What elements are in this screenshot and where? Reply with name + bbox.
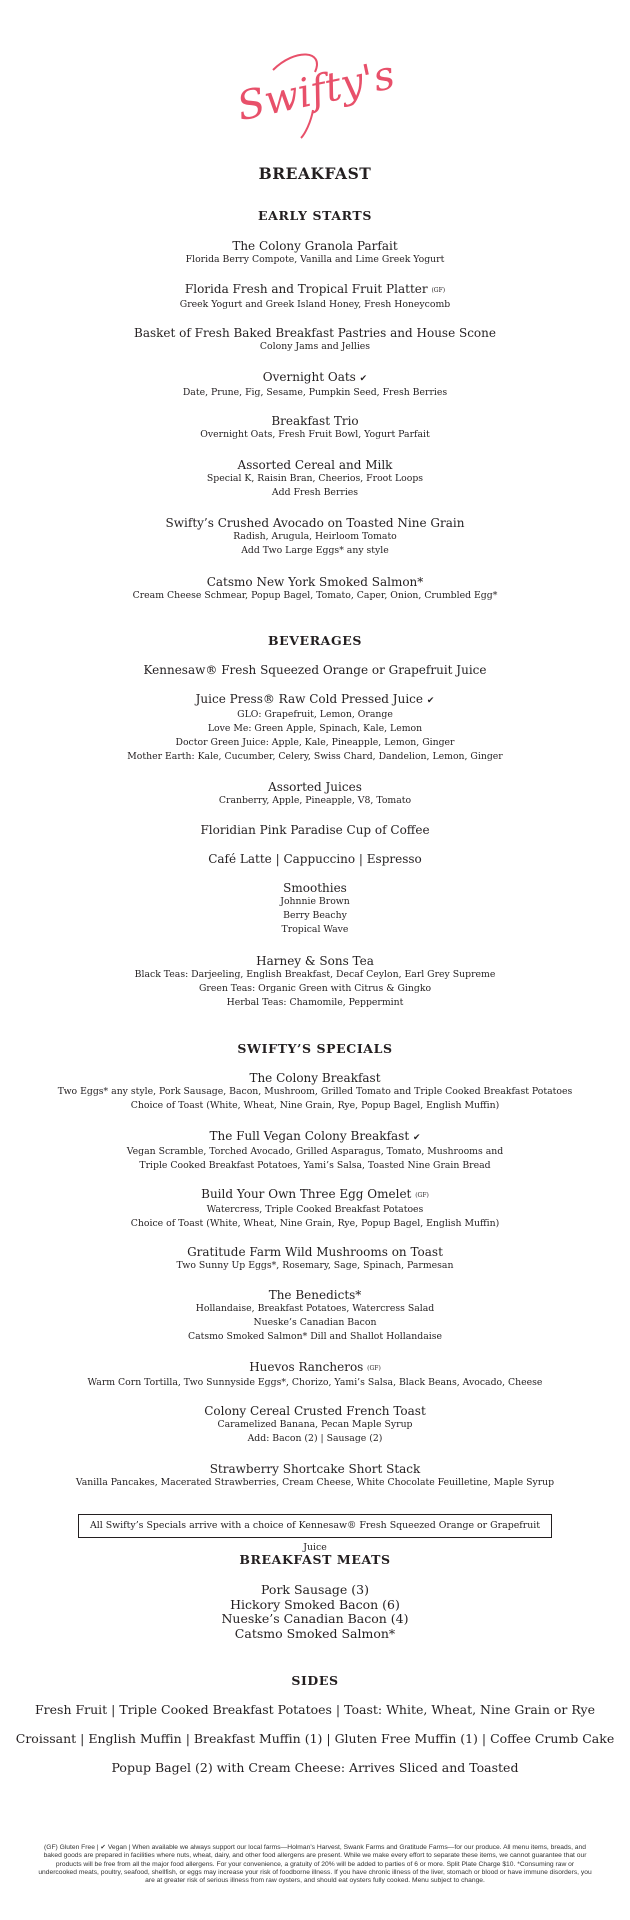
page-title: BREAKFAST bbox=[258, 164, 372, 183]
menu-item bbox=[0, 1071, 630, 1113]
item-name: The Benedicts* bbox=[268, 1288, 362, 1302]
item-desc: Special K, Raisin Bran, Cheerios, Froot Loops bbox=[206, 473, 424, 484]
item-desc: Cream Cheese Schmear, Popup Bagel, Tomato, Caper, Onion, Crumbled Egg* bbox=[132, 590, 498, 601]
menu-item bbox=[0, 1187, 630, 1231]
section-heading-specials: SWIFTY’S SPECIALS bbox=[237, 1041, 393, 1056]
menu-item bbox=[0, 852, 630, 866]
item-name: Café Latte | Cappuccino | Espresso bbox=[208, 852, 422, 866]
item-desc: Herbal Teas: Chamomile, Peppermint bbox=[226, 997, 404, 1008]
section-heading-early-starts: EARLY STARTS bbox=[258, 208, 372, 223]
menu-item bbox=[0, 663, 630, 677]
menu-item bbox=[0, 414, 630, 442]
item-desc: Cranberry, Apple, Pineapple, V8, Tomato bbox=[218, 795, 412, 806]
specials-juice-note: All Swifty’s Specials arrive with a choice of Kennesaw® Fresh Squeezed Orange or Grapefruit Juice bbox=[78, 1514, 552, 1538]
item-name: Florida Fresh and Tropical Fruit Platter bbox=[184, 282, 428, 296]
item-desc: Radish, Arugula, Heirloom Tomato bbox=[233, 531, 397, 542]
item-name: Gratitude Farm Wild Mushrooms on Toast bbox=[187, 1245, 443, 1259]
list-item: Fresh Fruit | Triple Cooked Breakfast Potatoes | Toast: White, Wheat, Nine Grain or Rye bbox=[35, 1702, 595, 1717]
item-desc: Catsmo Smoked Salmon* Dill and Shallot Hollandaise bbox=[187, 1331, 443, 1342]
item-desc: Black Teas: Darjeeling, English Breakfast, Decaf Ceylon, Earl Grey Supreme bbox=[134, 969, 496, 980]
item-name: Huevos Rancheros bbox=[249, 1360, 364, 1374]
allergen-disclaimer: (GF) Gluten Free | ✔ Vegan | When available we always support our local farms—Holman’s Harvest, Swank Farms and Gratitude Farms—for our produce. All menu items, breads, and baked goods are prepared in facilities where nuts, wheat, dairy, and other food allergens are present. While we make every effort to separate these items, we cannot guarantee that our products will be free from all the major food allergens. For your convenience, a gratuity of 20% will be added to parties of 6 or more. Split Plate Charge $10. *Consuming raw or undercooked meats, poultry, seafood, shellfish, or eggs may increase your risk of foodborne illness. If you have chronic illness of the liver, stomach or blood or have immune disorders, you are at greater risk of serious illness from raw oysters, and should eat oysters fully cooked. Menu subject to change. bbox=[38, 1844, 592, 1885]
item-desc: Choice of Toast (White, Wheat, Nine Grain, Rye, Popup Bagel, English Muffin) bbox=[130, 1100, 500, 1111]
list-item: Popup Bagel (2) with Cream Cheese: Arrives Sliced and Toasted bbox=[111, 1760, 519, 1775]
item-desc: Add: Bacon (2) | Sausage (2) bbox=[247, 1433, 383, 1444]
menu-item bbox=[0, 1288, 630, 1344]
item-desc: Doctor Green Juice: Apple, Kale, Pineapple, Lemon, Ginger bbox=[175, 737, 455, 748]
menu-item bbox=[0, 823, 630, 837]
item-desc: Mother Earth: Kale, Cucumber, Celery, Swiss Chard, Dandelion, Lemon, Ginger bbox=[127, 751, 503, 762]
item-name: Harney & Sons Tea bbox=[256, 954, 374, 968]
menu-item bbox=[0, 370, 630, 400]
item-name: Basket of Fresh Baked Breakfast Pastries and House Scone bbox=[134, 326, 496, 340]
item-name: Colony Cereal Crusted French Toast bbox=[204, 1404, 426, 1418]
item-desc: Triple Cooked Breakfast Potatoes, Yami’s Salsa, Toasted Nine Grain Bread bbox=[139, 1160, 491, 1171]
item-name: Floridian Pink Paradise Cup of Coffee bbox=[200, 823, 430, 837]
item-desc: Hollandaise, Breakfast Potatoes, Watercress Salad bbox=[195, 1303, 435, 1314]
item-name: Swifty’s Crushed Avocado on Toasted Nine Grain bbox=[165, 516, 465, 530]
gluten-free-mark: (GF) bbox=[367, 1365, 381, 1372]
item-desc: Warm Corn Tortilla, Two Sunnyside Eggs*, Chorizo, Yami’s Salsa, Black Beans, Avocado, Cheese bbox=[87, 1377, 543, 1388]
item-desc: Berry Beachy bbox=[283, 910, 347, 921]
item-name: Assorted Cereal and Milk bbox=[237, 458, 393, 472]
item-desc: Tropical Wave bbox=[281, 924, 349, 935]
list-item: Hickory Smoked Bacon (6) bbox=[230, 1596, 400, 1612]
section-heading-meats: BREAKFAST MEATS bbox=[239, 1552, 391, 1567]
vegan-icon: ✔ bbox=[359, 374, 368, 384]
item-desc: Overnight Oats, Fresh Fruit Bowl, Yogurt Parfait bbox=[200, 429, 430, 440]
section-heading-sides: SIDES bbox=[291, 1673, 339, 1688]
sides-line bbox=[0, 1761, 630, 1776]
item-desc: Choice of Toast (White, Wheat, Nine Grain, Rye, Popup Bagel, English Muffin) bbox=[130, 1218, 500, 1229]
menu-item bbox=[0, 881, 630, 937]
menu-item bbox=[0, 239, 630, 267]
item-desc: Love Me: Green Apple, Spinach, Kale, Lemon bbox=[207, 723, 423, 734]
item-desc: Vegan Scramble, Torched Avocado, Grilled Asparagus, Tomato, Mushrooms and bbox=[126, 1146, 504, 1157]
menu-item bbox=[0, 1404, 630, 1446]
menu-item bbox=[0, 1129, 630, 1173]
menu-item bbox=[0, 458, 630, 500]
item-desc: Caramelized Banana, Pecan Maple Syrup bbox=[217, 1419, 413, 1430]
item-name: Catsmo New York Smoked Salmon* bbox=[206, 575, 424, 589]
item-name: Kennesaw® Fresh Squeezed Orange or Grapefruit Juice bbox=[143, 663, 487, 677]
logo-wordmark: Swifty's bbox=[233, 52, 399, 131]
list-item: Pork Sausage (3) bbox=[261, 1582, 369, 1597]
item-desc: Date, Prune, Fig, Sesame, Pumpkin Seed, Fresh Berries bbox=[182, 387, 448, 398]
vegan-icon: ✔ bbox=[426, 696, 435, 706]
item-name: Breakfast Trio bbox=[271, 414, 359, 428]
menu-item bbox=[0, 954, 630, 1010]
item-name: Strawberry Shortcake Short Stack bbox=[209, 1462, 421, 1476]
item-desc: Vanilla Pancakes, Macerated Strawberries, Cream Cheese, White Chocolate Feuilletine, Maple Syrup bbox=[75, 1477, 555, 1488]
item-desc: Nueske’s Canadian Bacon bbox=[253, 1317, 377, 1328]
section-heading-beverages: BEVERAGES bbox=[267, 633, 363, 648]
gluten-free-mark: (GF) bbox=[415, 1192, 429, 1199]
menu-item bbox=[0, 692, 630, 764]
item-desc: GLO: Grapefruit, Lemon, Orange bbox=[237, 709, 393, 720]
item-desc: Two Sunny Up Eggs*, Rosemary, Sage, Spinach, Parmesan bbox=[176, 1260, 454, 1271]
item-desc: Add Fresh Berries bbox=[271, 487, 359, 498]
item-desc: Add Two Large Eggs* any style bbox=[241, 545, 389, 556]
item-name: Overnight Oats bbox=[262, 370, 356, 384]
item-desc: Colony Jams and Jellies bbox=[259, 341, 371, 352]
item-desc: Greek Yogurt and Greek Island Honey, Fresh Honeycomb bbox=[179, 299, 451, 310]
list-item: Catsmo Smoked Salmon* bbox=[234, 1625, 396, 1641]
item-name: The Colony Granola Parfait bbox=[232, 239, 398, 253]
menu-item bbox=[0, 326, 630, 354]
item-name: Juice Press® Raw Cold Pressed Juice bbox=[195, 692, 423, 706]
list-item: Croissant | English Muffin | Breakfast Muffin (1) | Gluten Free Muffin (1) | Coffee Crumb Cake bbox=[15, 1731, 615, 1746]
swiftys-logo bbox=[233, 40, 399, 140]
menu-item bbox=[0, 282, 630, 312]
menu-item bbox=[0, 1245, 630, 1273]
vegan-icon: ✔ bbox=[412, 1133, 421, 1143]
menu-item bbox=[0, 516, 630, 558]
item-desc: Watercress, Triple Cooked Breakfast Potatoes bbox=[206, 1204, 424, 1215]
gluten-free-mark: (GF) bbox=[431, 287, 446, 294]
meats-list bbox=[0, 1583, 630, 1641]
item-name: Assorted Juices bbox=[268, 780, 362, 794]
list-item: Nueske’s Canadian Bacon (4) bbox=[221, 1611, 409, 1626]
sides-line bbox=[0, 1703, 630, 1718]
item-name: The Full Vegan Colony Breakfast bbox=[209, 1129, 410, 1143]
item-desc: Two Eggs* any style, Pork Sausage, Bacon, Mushroom, Grilled Tomato and Triple Cooked Breakfast Potatoes bbox=[57, 1086, 573, 1097]
menu-item bbox=[0, 575, 630, 603]
menu-item bbox=[0, 780, 630, 808]
item-name: Build Your Own Three Egg Omelet bbox=[201, 1187, 412, 1201]
item-desc: Florida Berry Compote, Vanilla and Lime Greek Yogurt bbox=[185, 254, 445, 265]
item-desc: Johnnie Brown bbox=[280, 896, 350, 907]
menu-item bbox=[0, 1462, 630, 1490]
menu-item bbox=[0, 1360, 630, 1390]
sides-line bbox=[0, 1732, 630, 1747]
item-name: Smoothies bbox=[283, 881, 347, 895]
item-name: The Colony Breakfast bbox=[249, 1071, 381, 1085]
item-desc: Green Teas: Organic Green with Citrus & Gingko bbox=[198, 983, 432, 994]
